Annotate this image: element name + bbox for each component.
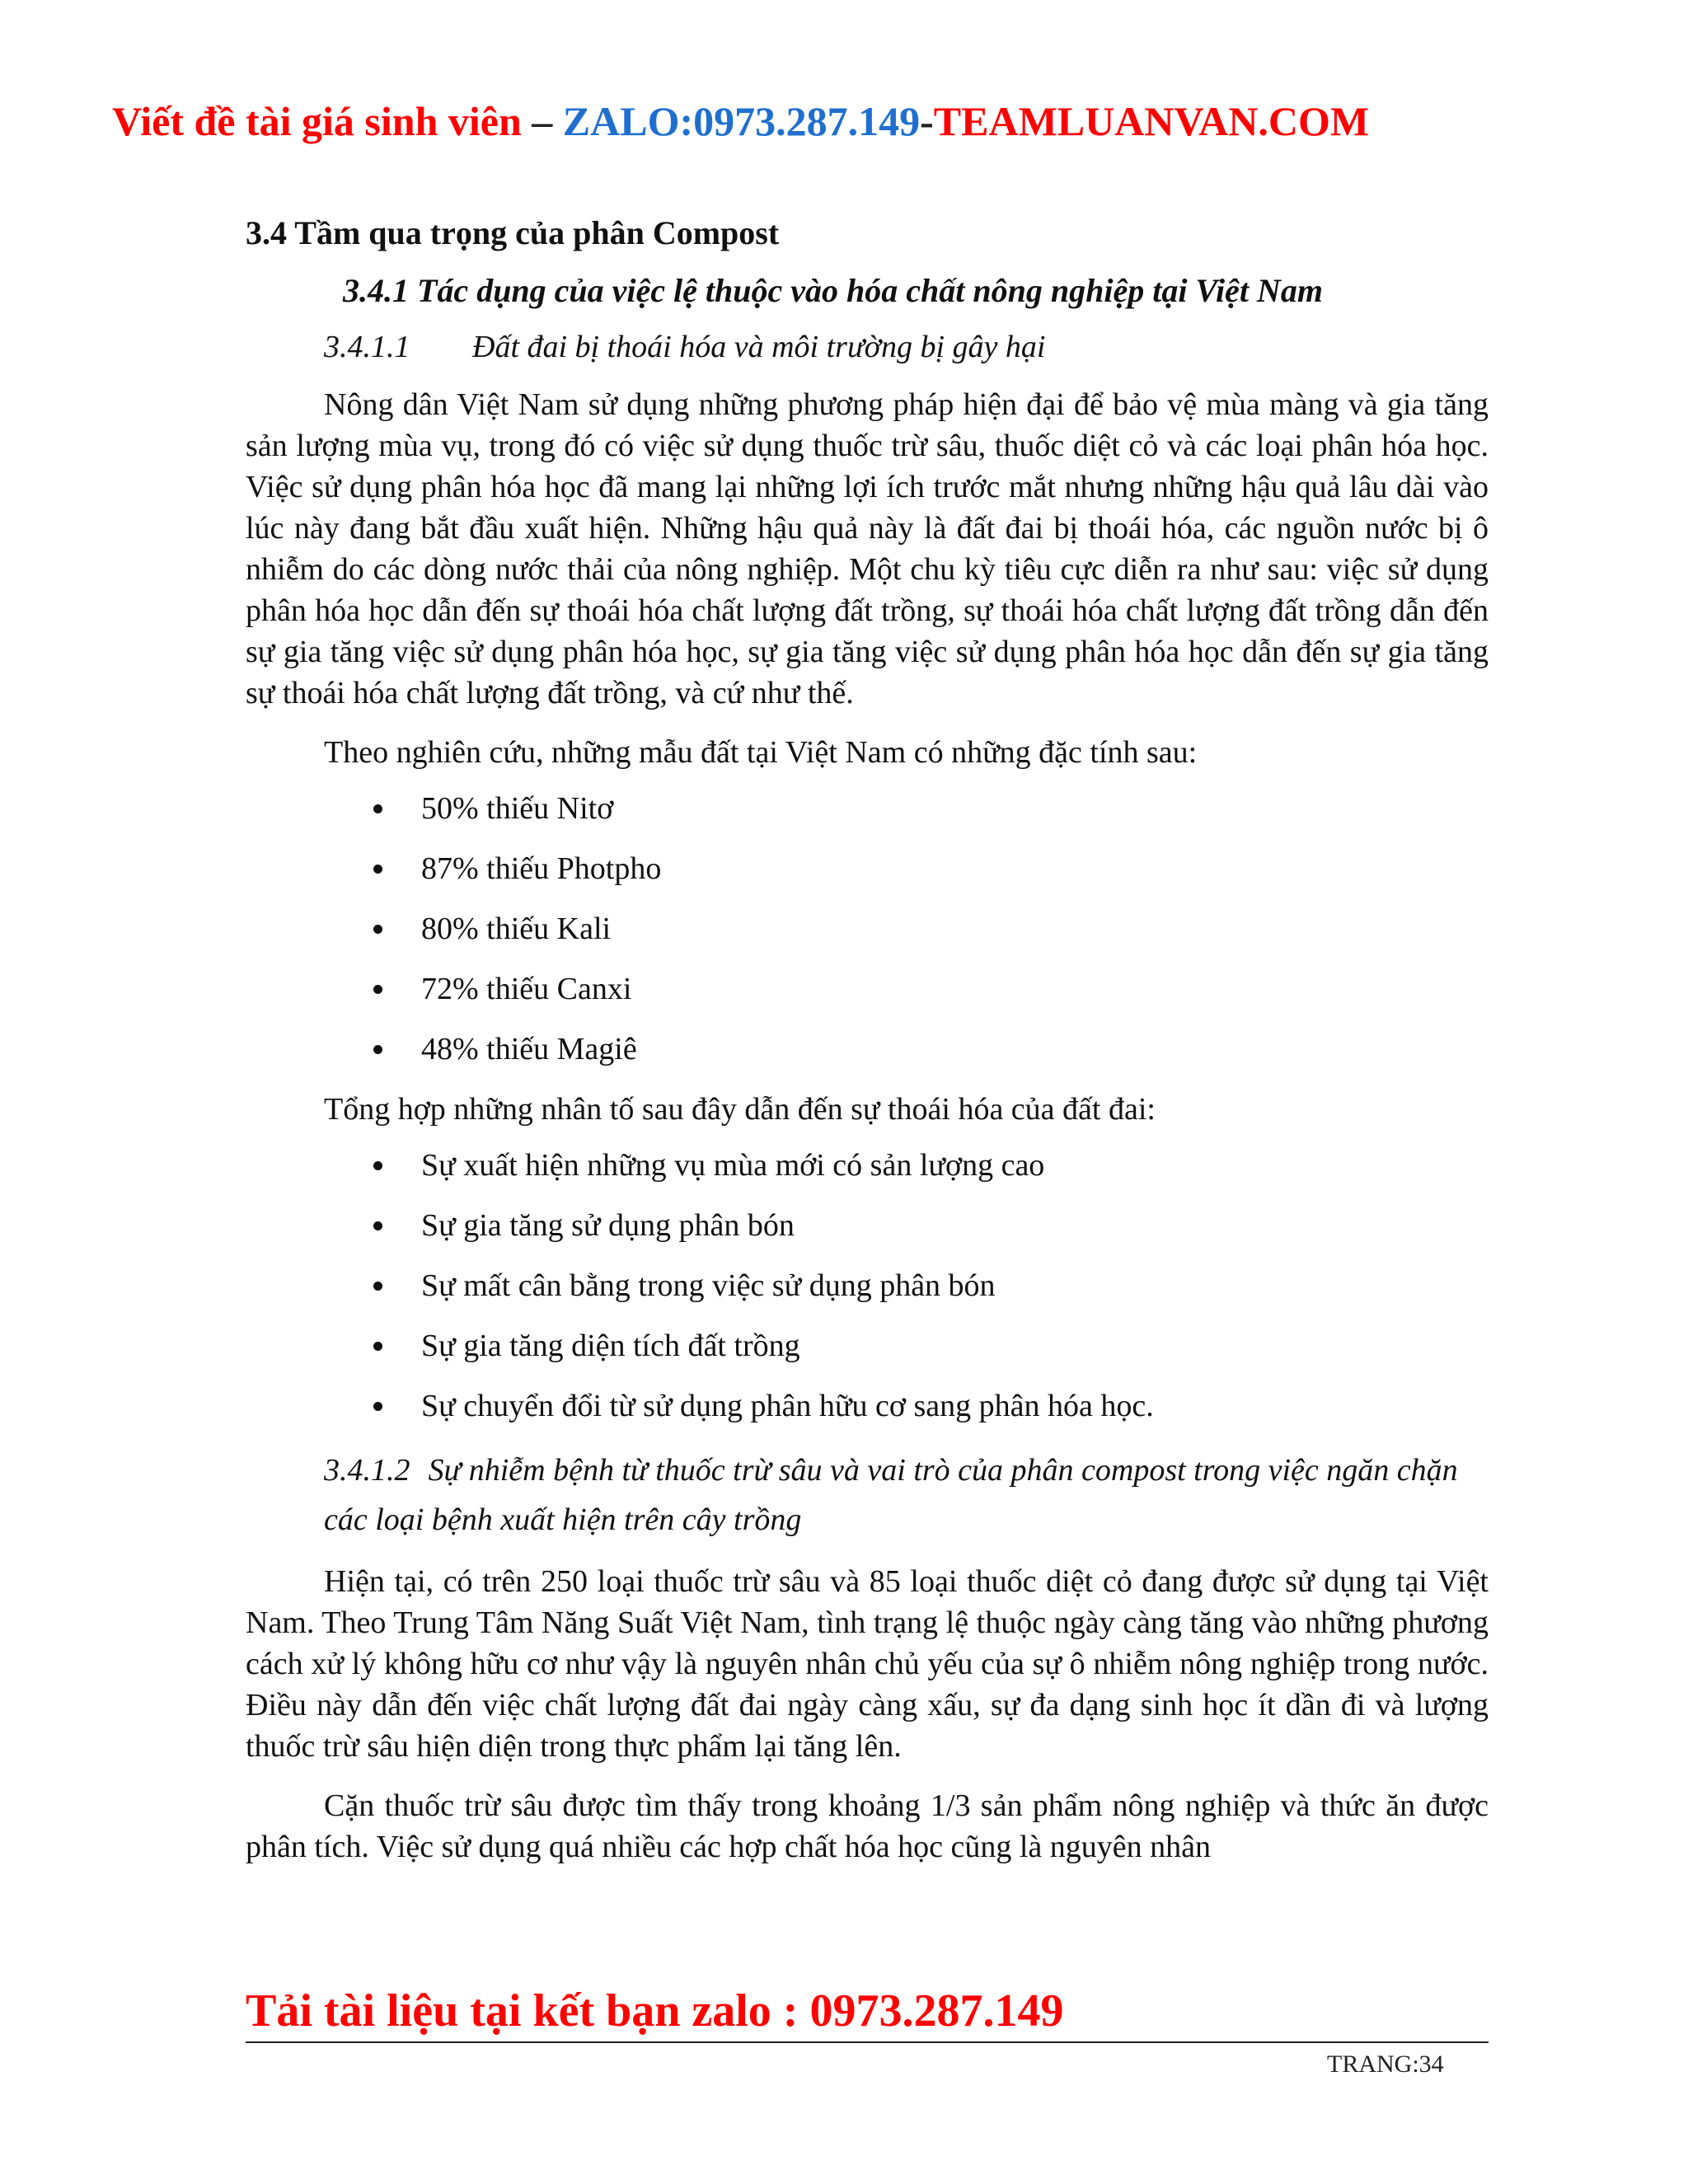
list-item: Sự gia tăng sử dụng phân bón <box>246 1205 1489 1246</box>
list-item: Sự gia tăng diện tích đất trồng <box>246 1325 1489 1366</box>
subsection-title: 3.4.1 Tác dụng của việc lệ thuộc vào hóa chất nông nghiệp tại Việt Nam <box>343 272 1323 309</box>
list-item: 87% thiếu Photpho <box>246 848 1489 889</box>
list-item: 48% thiếu Magiê <box>246 1029 1489 1070</box>
list-item: 72% thiếu Canxi <box>246 968 1489 1010</box>
list-item: Sự xuất hiện những vụ mùa mới có sản lượng cao <box>246 1145 1489 1186</box>
list-item: Sự chuyển đổi từ sử dụng phân hữu cơ sang phân hóa học. <box>246 1385 1489 1427</box>
subsubsection-2-title: Sự nhiễm bệnh từ thuốc trừ sâu và vai trò của phân compost trong việc ngăn chặn các loại bệnh xuất hiện trên cây trồng <box>324 1453 1458 1537</box>
banner-dash: - <box>920 98 934 144</box>
subsubsection-2-heading <box>324 1446 1489 1544</box>
banner-separator: – <box>521 98 563 144</box>
subsubsection-1-title: Đất đai bị thoái hóa và môi trường bị gây hại <box>472 330 1046 364</box>
list-item: 50% thiếu Nitơ <box>246 788 1489 829</box>
banner-zalo: ZALO:0973.287.149 <box>562 98 921 144</box>
subsubsection-1-number: 3.4.1.1 <box>324 330 410 364</box>
banner-text-1: Viết đề tài giá sinh viên <box>112 98 522 144</box>
subsubsection-2-number: 3.4.1.2 <box>324 1453 410 1488</box>
list-2-lead: Tổng hợp những nhân tố sau đây dẫn đến sự thoái hóa của đất đai: <box>324 1092 1156 1127</box>
paragraph-2: Hiện tại, có trên 250 loại thuốc trừ sâu và 85 loại thuốc diệt cỏ đang được sử dụng tại Việt Nam. Theo Trung Tâm Năng Suất Việt Nam, tình trạng lệ thuộc ngày càng tăng vào những phương cách xử lý không hữu cơ như vậy là nguyên nhân chủ yếu của sự ô nhiễm nông nghiệp trong nước. Điều này dẫn đến việc chất lượng đất đai ngày càng xấu, sự đa dạng sinh học ít dần đi và lượng thuốc trừ sâu hiện diện trong thực phẩm lại tăng lên. <box>246 1564 1489 1764</box>
banner-site: TEAMLUANVAN.COM <box>933 98 1370 144</box>
list-item: 80% thiếu Kali <box>246 908 1489 949</box>
footer-divider <box>246 2041 1489 2043</box>
footer-promo: Tải tài liệu tại kết bạn zalo : 0973.287.149 <box>246 1985 1064 2036</box>
subsubsection-1-heading <box>324 326 1489 368</box>
list-1 <box>246 788 1489 1070</box>
list-2 <box>246 1145 1489 1427</box>
paragraph-1: Nông dân Việt Nam sử dụng những phương pháp hiện đại để bảo vệ mùa màng và gia tăng sản lượng mùa vụ, trong đó có việc sử dụng thuốc trừ sâu, thuốc diệt cỏ và các loại phân hóa học. Việc sử dụng phân hóa học đã mang lại những lợi ích trước mắt nhưng những hậu quả lâu dài vào lúc này đang bắt đầu xuất hiện. Những hậu quả này là đất đai bị thoái hóa, các nguồn nước bị ô nhiễm do các dòng nước thải của nông nghiệp. Một chu kỳ tiêu cực diễn ra như sau: việc sử dụng phân hóa học dẫn đến sự thoái hóa chất lượng đất trồng, sự thoái hóa chất lượng đất trồng dẫn đến sự gia tăng việc sử dụng phân hóa học, sự gia tăng việc sử dụng phân hóa học dẫn đến sự gia tăng sự thoái hóa chất lượng đất trồng, và cứ như thế. <box>246 387 1489 710</box>
header-banner <box>112 97 1369 145</box>
paragraph-3: Cặn thuốc trừ sâu được tìm thấy trong khoảng 1/3 sản phẩm nông nghiệp và thức ăn được phân tích. Việc sử dụng quá nhiều các hợp chất hóa học cũng là nguyên nhân <box>246 1788 1489 1864</box>
list-item: Sự mất cân bằng trong việc sử dụng phân bón <box>246 1265 1489 1306</box>
document-body <box>246 213 1489 1886</box>
page-number: TRANG:34 <box>1327 2050 1444 2078</box>
section-title: 3.4 Tầm qua trọng của phân Compost <box>246 214 780 251</box>
list-1-lead: Theo nghiên cứu, những mẫu đất tại Việt Nam có những đặc tính sau: <box>324 735 1198 770</box>
